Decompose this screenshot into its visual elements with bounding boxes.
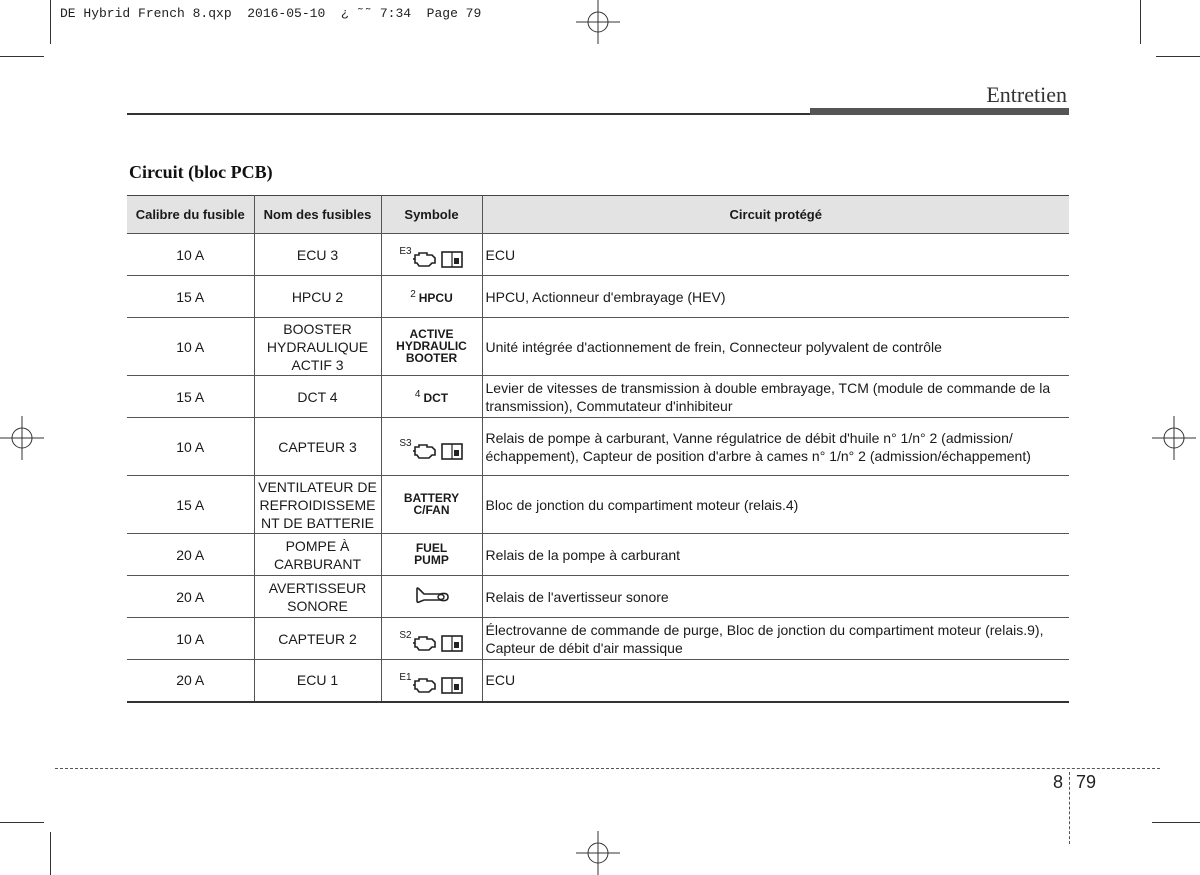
- symbol-label: HPCU: [418, 291, 453, 305]
- crop-mark: [1152, 822, 1200, 823]
- crop-mark: [0, 822, 44, 823]
- fuse-symbol: [381, 376, 482, 418]
- table-row: [127, 318, 1069, 376]
- fuse-symbol: [381, 276, 482, 318]
- fuse-rating: 15 A: [127, 476, 254, 534]
- fuse-rating: 10 A: [127, 234, 254, 276]
- table-row: [127, 234, 1069, 276]
- crop-mark: [50, 0, 51, 44]
- fuse-rating: 10 A: [127, 318, 254, 376]
- chapter-number: 8: [1053, 772, 1064, 792]
- table-row: [127, 660, 1069, 702]
- fuse-symbol: [381, 618, 482, 660]
- fuse-symbol: [381, 234, 482, 276]
- table-row: [127, 618, 1069, 660]
- fuse-name: CAPTEUR 2: [254, 618, 381, 660]
- table-header: [127, 196, 1069, 234]
- fuse-symbol: [381, 318, 482, 376]
- table-row: [127, 534, 1069, 576]
- column-header-name: Nom des fusibles: [254, 196, 381, 234]
- symbol-prefix: 2: [410, 289, 416, 300]
- protected-circuit: Électrovanne de commande de purge, Bloc de jonction du compartiment moteur (relais.9), Capteur de débit d'air massique: [482, 618, 1069, 660]
- fuse-name: VENTILATEUR DE REFROIDISSEMENT DE BATTERIE: [254, 476, 381, 534]
- horn-icon: [414, 586, 450, 604]
- crop-mark: [50, 832, 51, 875]
- fuse-rating: 10 A: [127, 618, 254, 660]
- fuse-name: BOOSTER HYDRAULIQUE ACTIF 3: [254, 318, 381, 376]
- table-row: [127, 418, 1069, 476]
- crop-mark: [1156, 56, 1200, 57]
- symbol-label: FUEL PUMP: [414, 540, 449, 567]
- engine-book-icon: [399, 246, 463, 269]
- table-row: [127, 476, 1069, 534]
- fuse-symbol: [381, 418, 482, 476]
- crop-mark: [0, 56, 44, 57]
- header-tab-bar: [810, 108, 1069, 115]
- fuse-symbol: [381, 660, 482, 702]
- fuse-rating: 20 A: [127, 534, 254, 576]
- symbol-prefix: 4: [414, 389, 421, 400]
- symbol-prefix: E1: [399, 671, 412, 683]
- protected-circuit: Unité intégrée d'actionnement de frein, Connecteur polyvalent de contrôle: [482, 318, 1069, 376]
- registration-mark-icon: [0, 416, 44, 460]
- protected-circuit: Levier de vitesses de transmission à double embrayage, TCM (module de commande de la transmission), Commutateur d'inhibiteur: [482, 376, 1069, 418]
- table-row: [127, 576, 1069, 618]
- symbol-prefix: E3: [399, 246, 412, 257]
- protected-circuit: ECU: [482, 234, 1069, 276]
- print-slug: DE Hybrid French 8.qxp 2016-05-10 ¿ ˜˜ 7:34 Page 79: [60, 6, 482, 21]
- section-title: Entretien: [986, 82, 1067, 107]
- fuse-symbol: [381, 534, 482, 576]
- engine-book-icon: [399, 671, 463, 695]
- fuse-symbol: [381, 476, 482, 534]
- fuse-name: HPCU 2: [254, 276, 381, 318]
- symbol-label: DCT: [423, 391, 449, 405]
- fuse-name: POMPE À CARBURANT: [254, 534, 381, 576]
- protected-circuit: Relais de pompe à carburant, Vanne régulatrice de débit d'huile n° 1/n° 2 (admission/échappement), Capteur de position d'arbre à cames n° 1/n° 2 (admission/échappement): [482, 418, 1069, 476]
- fuse-rating: 15 A: [127, 276, 254, 318]
- registration-mark-icon: [576, 0, 620, 44]
- page-heading: Circuit (bloc PCB): [129, 162, 273, 182]
- fuse-rating: 15 A: [127, 376, 254, 418]
- engine-book-icon: [399, 630, 463, 653]
- footer-divider: [1069, 772, 1070, 844]
- page-number: 79: [1076, 772, 1097, 792]
- symbol-label: BATTERY C/FAN: [403, 490, 460, 517]
- fuse-rating: 20 A: [127, 576, 254, 618]
- protected-circuit: Bloc de jonction du compartiment moteur (relais.4): [482, 476, 1069, 534]
- protected-circuit: Relais de l'avertisseur sonore: [482, 576, 1069, 618]
- column-header-circuit: Circuit protégé: [482, 196, 1069, 234]
- symbol-prefix: S2: [399, 630, 412, 641]
- symbol-prefix: S3: [399, 438, 412, 449]
- table-row: [127, 376, 1069, 418]
- protected-circuit: ECU: [482, 660, 1069, 702]
- fuse-name: DCT 4: [254, 376, 381, 418]
- fuse-table: [127, 195, 1069, 703]
- fuse-name: ECU 1: [254, 660, 381, 702]
- footer-rule: [55, 768, 1160, 769]
- crop-mark: [1140, 0, 1141, 44]
- engine-book-icon: [399, 438, 463, 461]
- fuse-symbol: [381, 576, 482, 618]
- registration-mark-icon: [576, 831, 620, 875]
- fuse-name: AVERTISSEUR SONORE: [254, 576, 381, 618]
- protected-circuit: HPCU, Actionneur d'embrayage (HEV): [482, 276, 1069, 318]
- symbol-label: ACTIVE HYDRAULIC BOOTER: [396, 326, 467, 365]
- column-header-symbol: Symbole: [381, 196, 482, 234]
- column-header-rating: Calibre du fusible: [127, 196, 254, 234]
- protected-circuit: Relais de la pompe à carburant: [482, 534, 1069, 576]
- table-row: [127, 276, 1069, 318]
- registration-mark-icon: [1152, 416, 1196, 460]
- table-header-row: [127, 196, 1069, 234]
- fuse-rating: 20 A: [127, 660, 254, 702]
- fuse-name: CAPTEUR 3: [254, 418, 381, 476]
- fuse-rating: 10 A: [127, 418, 254, 476]
- fuse-name: ECU 3: [254, 234, 381, 276]
